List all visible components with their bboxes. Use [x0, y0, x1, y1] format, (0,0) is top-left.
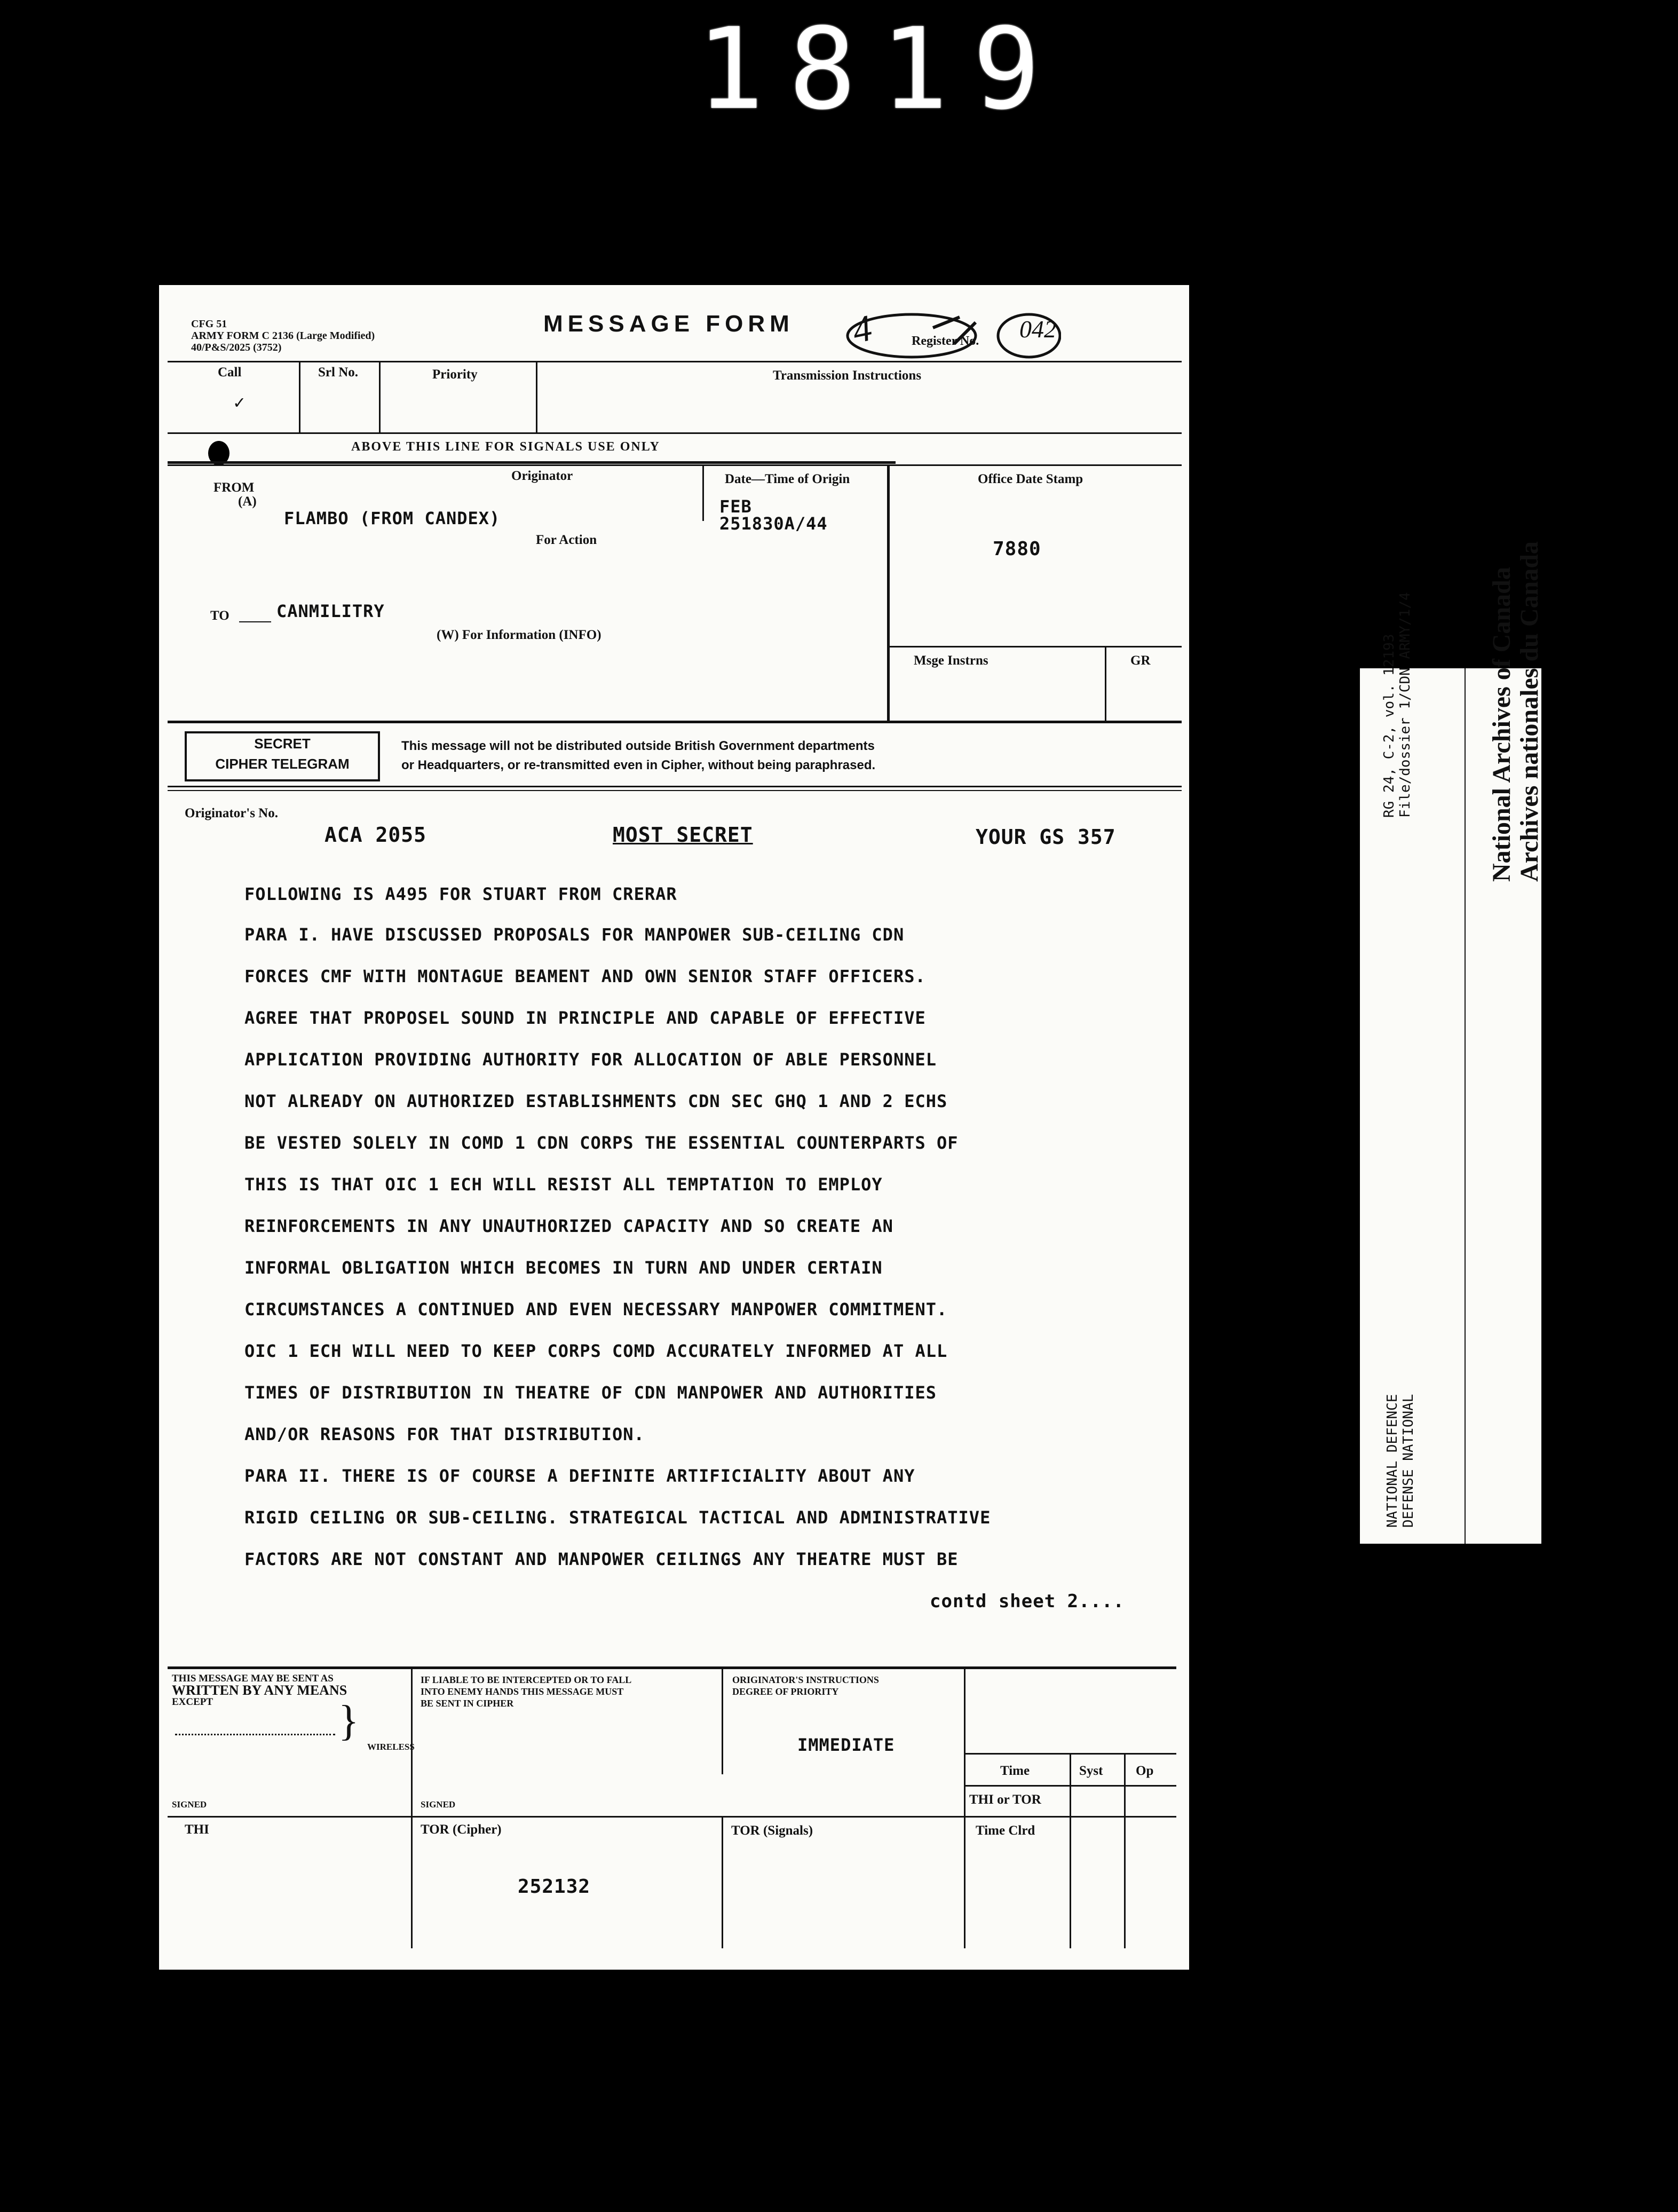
from-label: FROM	[213, 480, 255, 495]
secret-label: SECRET	[254, 736, 311, 752]
office-stamp-value: 7880	[993, 538, 1041, 560]
footer-col1-text	[172, 1673, 347, 1708]
archive-label-card	[1360, 541, 1544, 1544]
handwritten-register: 042	[1019, 315, 1056, 343]
body-line-10: INFORMAL OBLIGATION WHICH BECOMES IN TURN AND UNDER CERTAIN	[244, 1258, 883, 1278]
footer-col3-line-1: ORIGINATOR'S INSTRUCTIONS	[732, 1674, 879, 1685]
archive-ref	[1381, 592, 1413, 818]
frame-number: 1819	[696, 4, 1065, 135]
archive-dept	[1384, 1394, 1416, 1528]
body-line-8: THIS IS THAT OIC 1 ECH WILL RESIST ALL TEMPTATION TO EMPLOY	[244, 1174, 883, 1195]
for-action-label: For Action	[536, 533, 597, 547]
army-form: ARMY FORM C 2136 (Large Modified)	[191, 330, 375, 342]
thi-label: THI	[185, 1822, 209, 1837]
secret-notice-line-1: This message will not be distributed outside British Government departments	[401, 739, 875, 753]
footer-col2-line-2: INTO ENEMY HANDS THIS MESSAGE MUST	[421, 1686, 624, 1697]
wireless-brace: }	[338, 1697, 359, 1744]
body-line-1: FOLLOWING IS A495 FOR STUART FROM CRERAR	[244, 884, 677, 904]
message-form-sheet	[159, 285, 1189, 1970]
footer-col1-signed: SIGNED	[172, 1799, 207, 1810]
cipher-telegram-label: CIPHER TELEGRAM	[215, 756, 350, 772]
archive-ref-line-2: File/dossier 1/CDN ARMY/1/4	[1397, 592, 1413, 818]
wireless-label: WIRELESS	[367, 1742, 415, 1752]
to-value: CANMILITRY	[276, 601, 385, 621]
handwritten-mark: 4	[849, 307, 876, 352]
footer-col2-signed: SIGNED	[421, 1799, 456, 1810]
call-tick: ✓	[234, 392, 246, 413]
body-line-9: REINFORCEMENTS IN ANY UNAUTHORIZED CAPACITY AND SO CREATE AN	[244, 1216, 893, 1236]
body-line-3: FORCES CMF WITH MONTAGUE BEAMENT AND OWN SENIOR STAFF OFFICERS.	[244, 966, 926, 986]
archive-dept-line-2: DEFENSE NATIONAL	[1400, 1394, 1416, 1528]
archive-dept-line-1: NATIONAL DEFENCE	[1384, 1394, 1400, 1528]
transmission-label: Transmission Instructions	[773, 368, 922, 383]
to-label: TO	[210, 609, 229, 623]
body-line-4: AGREE THAT PROPOSEL SOUND IN PRINCIPLE AND CAPABLE OF EFFECTIVE	[244, 1008, 926, 1028]
time-clrd-label: Time Clrd	[976, 1823, 1035, 1838]
signals-note: ABOVE THIS LINE FOR SIGNALS USE ONLY	[351, 440, 660, 454]
wireless-dotted-line	[175, 1734, 335, 1735]
dto-month: FEB	[719, 496, 752, 517]
dto-label: Date—Time of Origin	[725, 472, 850, 486]
contd-note: contd sheet 2....	[930, 1591, 1125, 1612]
from-sub-label: (A)	[238, 494, 257, 509]
dto-value: 251830A/44	[719, 514, 828, 534]
archives-fr: Archives nationales du Canada	[1515, 541, 1544, 882]
body-line-11: CIRCUMSTANCES A CONTINUED AND EVEN NECESSARY MANPOWER COMMITMENT.	[244, 1299, 948, 1320]
secret-notice	[401, 737, 875, 775]
priority-label: Priority	[432, 367, 478, 382]
classification: MOST SECRET	[613, 823, 753, 847]
body-line-6: NOT ALREADY ON AUTHORIZED ESTABLISHMENTS CDN SEC GHQ 1 AND 2 ECHS	[244, 1091, 948, 1111]
tor-cipher-value: 252132	[518, 1876, 591, 1898]
syst-label: Syst	[1079, 1764, 1103, 1778]
msge-instrns-label: Msge Instrns	[914, 653, 988, 668]
archives-names	[1488, 541, 1544, 882]
register-label: Register No.	[912, 334, 979, 348]
call-label: Call	[218, 365, 242, 380]
thi-tor-label: THI or TOR	[969, 1792, 1041, 1807]
body-line-14: AND/OR REASONS FOR THAT DISTRIBUTION.	[244, 1424, 645, 1444]
archive-ref-line-1: RG 24, C-2, vol. 12193	[1381, 634, 1397, 818]
from-value: FLAMBO (FROM CANDEX)	[284, 508, 501, 528]
footer-col1-line-3: EXCEPT	[172, 1696, 213, 1708]
footer-col2-line-3: BE SENT IN CIPHER	[421, 1698, 514, 1709]
op-label: Op	[1136, 1764, 1154, 1778]
originator-label: Originator	[511, 469, 573, 483]
gr-label: GR	[1130, 653, 1151, 668]
office-stamp-label: Office Date Stamp	[978, 472, 1083, 486]
footer-col3-text	[732, 1674, 879, 1697]
tor-cipher-label: TOR (Cipher)	[421, 1822, 502, 1837]
body-line-15: PARA II. THERE IS OF COURSE A DEFINITE ARTIFICIALITY ABOUT ANY	[244, 1466, 915, 1486]
info-label: (W) For Information (INFO)	[437, 628, 601, 642]
footer-col2-text	[421, 1674, 631, 1709]
footer-col1-line-1: THIS MESSAGE MAY BE SENT AS	[172, 1673, 334, 1684]
secret-cipher-box	[185, 731, 380, 781]
print-ref: 40/P&S/2025 (3752)	[191, 342, 282, 353]
footer-col3-line-2: DEGREE OF PRIORITY	[732, 1686, 839, 1697]
secret-notice-line-2: or Headquarters, or re-transmitted even in Cipher, without being paraphrased.	[401, 758, 876, 772]
tor-signals-label: TOR (Signals)	[731, 1823, 813, 1838]
time-label: Time	[1000, 1764, 1030, 1778]
originators-no-label: Originator's No.	[185, 806, 278, 820]
originators-no: ACA 2055	[324, 823, 427, 847]
footer-col1-line-2: WRITTEN BY ANY MEANS	[172, 1682, 347, 1698]
body-line-7: BE VESTED SOLELY IN COMD 1 CDN CORPS THE ESSENTIAL COUNTERPARTS OF	[244, 1133, 959, 1153]
body-line-12: OIC 1 ECH WILL NEED TO KEEP CORPS COMD ACCURATELY INFORMED AT ALL	[244, 1341, 948, 1361]
priority-value: IMMEDIATE	[797, 1735, 895, 1755]
body-line-5: APPLICATION PROVIDING AUTHORITY FOR ALLOCATION OF ABLE PERSONNEL	[244, 1049, 937, 1070]
archives-en: National Archives of Canada	[1487, 567, 1516, 882]
form-code: CFG 51	[191, 318, 227, 330]
body-line-13: TIMES OF DISTRIBUTION IN THEATRE OF CDN MANPOWER AND AUTHORITIES	[244, 1382, 937, 1403]
srl-no-label: Srl No.	[318, 365, 358, 380]
footer-col2-line-1: IF LIABLE TO BE INTERCEPTED OR TO FALL	[421, 1674, 632, 1685]
form-title: MESSAGE FORM	[543, 311, 794, 337]
your-ref: YOUR GS 357	[976, 825, 1116, 849]
body-line-17: FACTORS ARE NOT CONSTANT AND MANPOWER CEILINGS ANY THEATRE MUST BE	[244, 1549, 959, 1569]
body-line-2: PARA I. HAVE DISCUSSED PROPOSALS FOR MANPOWER SUB-CEILING CDN	[244, 925, 905, 945]
body-line-16: RIGID CEILING OR SUB-CEILING. STRATEGICAL TACTICAL AND ADMINISTRATIVE	[244, 1507, 991, 1528]
